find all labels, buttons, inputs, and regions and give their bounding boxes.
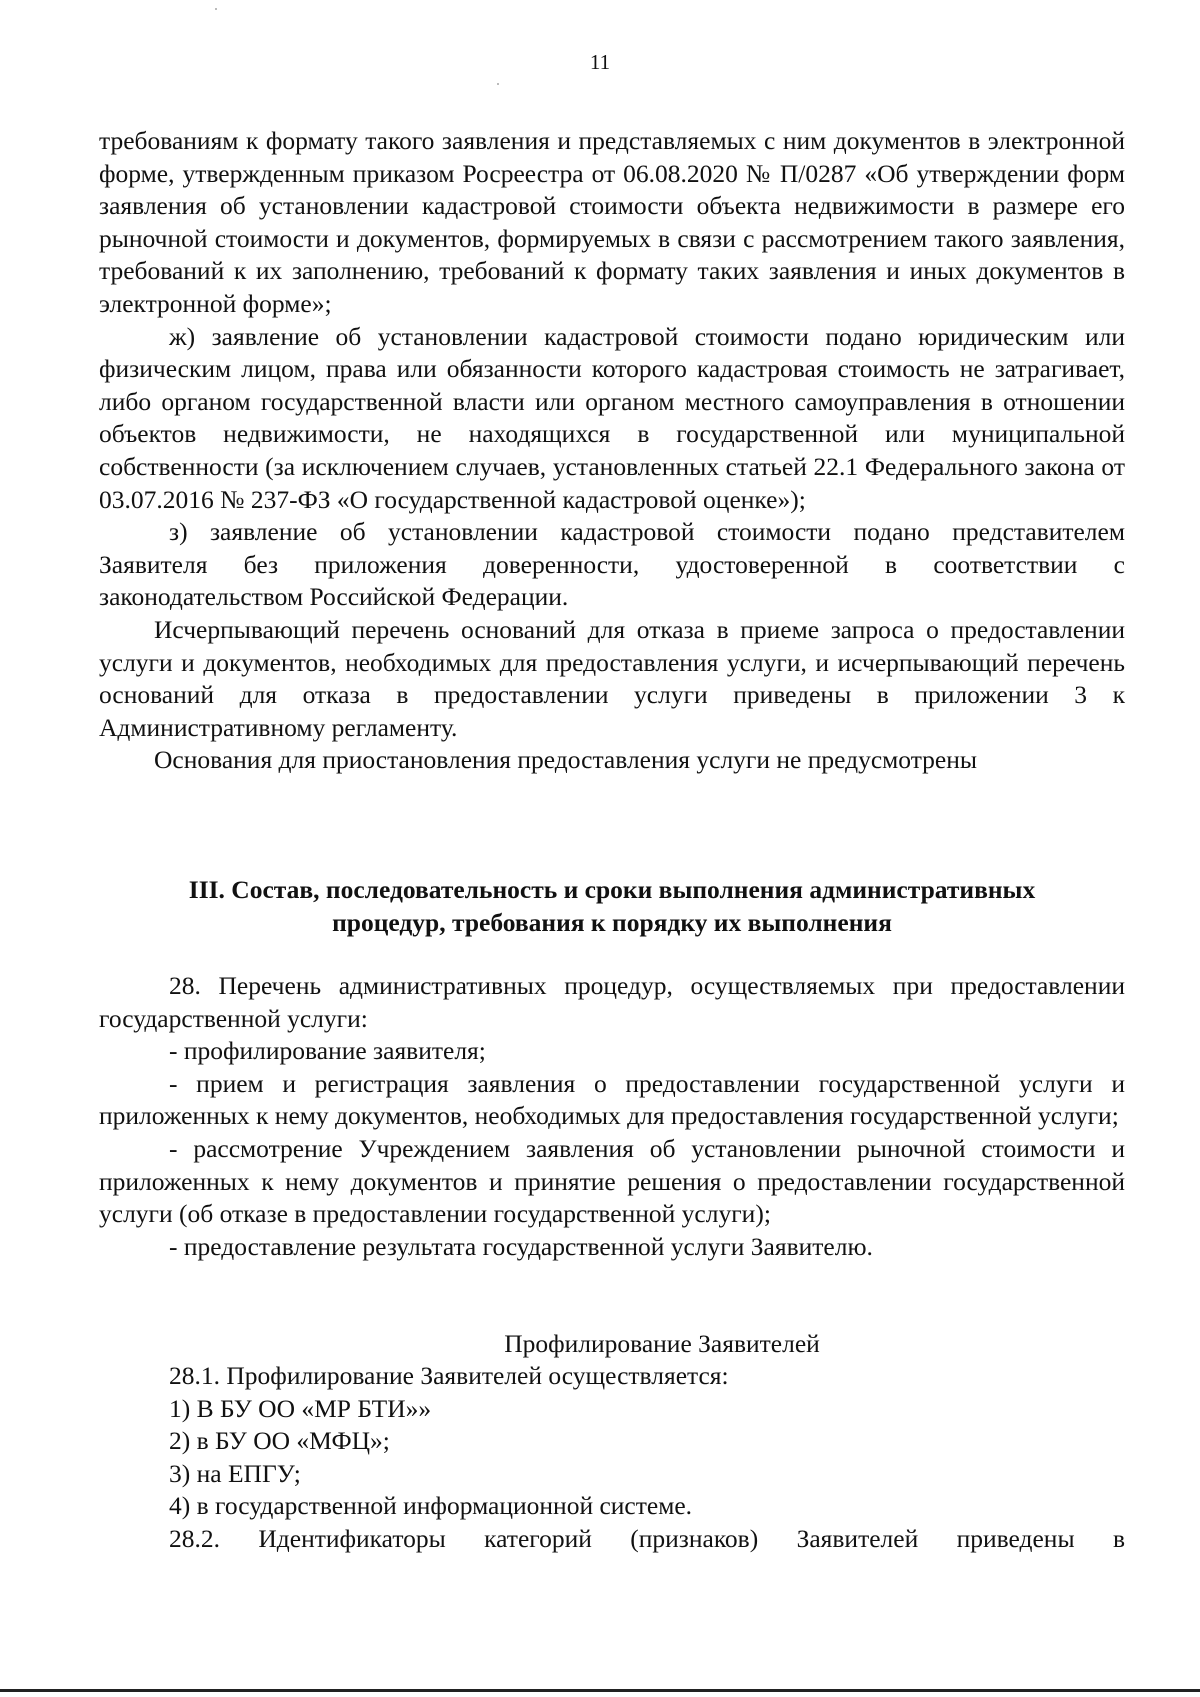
list-item-2: 2) в БУ ОО «МФЦ»; [169, 1426, 390, 1456]
list-item-3: 3) на ЕПГУ; [169, 1458, 301, 1488]
section-heading-line-2: процедур, требования к порядку их выполнения [332, 907, 892, 937]
subsection-title: Профилирование Заявителей [504, 1329, 820, 1358]
list-item-profiling: - профилирование заявителя; [169, 1036, 486, 1066]
paragraph-format-requirements: требованиям к формату такого заявления и представляемых с ним документов в электронной форме, утвержденным приказом Росреестра от 06.08.2020 № П/0287 «Об утверждении форм заявления об установлении кадастровой стоимости объекта недвижимости в размере его рыночной стоимости и документов, формируемых в связи с рассмотрением такого заявления, требований к их заполнению, требований к формату таких заявления и иных документов в электронной форме»; [99, 126, 1125, 318]
paragraph-item-z: з) заявление об установлении кадастровой стоимости подано представителем Заявителя без приложения доверенности, удостоверенной в соответствии с законодательством Российской Федерации. [99, 517, 1125, 612]
list-item-4: 4) в государственной информационной системе. [169, 1491, 693, 1521]
body-block-profiling [99, 1360, 1125, 1556]
page-number: 11 [589, 50, 611, 74]
paragraph-28: 28. Перечень административных процедур, осуществляемых при предоставлении государственной услуги: [99, 971, 1125, 1033]
bottom-edge-rule [0, 1689, 1200, 1692]
section-heading-line-1: III. Состав, последовательность и сроки выполнения административных [188, 875, 1036, 904]
list-item-result: - предоставление результата государственной услуги Заявителю. [169, 1231, 873, 1261]
paragraph-28-1: 28.1. Профилирование Заявителей осуществляется: [169, 1361, 729, 1390]
paragraph-no-suspension: Основания для приостановления предоставления услуги не предусмотрены [154, 745, 978, 775]
list-item-1: 1) В БУ ОО «МР БТИ»» [169, 1393, 432, 1423]
scan-speck [497, 83, 499, 85]
paragraph-item-zh: ж) заявление об установлении кадастровой стоимости подано юридическим или физическим лицом, права или обязанности которого кадастровая стоимость не затрагивает, либо органом государственной власти или органом местного самоуправления в отношении объектов недвижимости, не находящихся в государственной или муниципальной собственности (за исключением случаев, установленных статьей 22.1 Федерального закона от 03.07.2016 № 237-ФЗ «О государственной кадастровой оценке»); [99, 321, 1125, 514]
body-block-grounds [99, 125, 1125, 777]
section-heading [99, 874, 1125, 939]
paragraph-28-2: 28.2. Идентификаторы категорий (признаков) Заявителей приведены в [169, 1523, 1125, 1553]
list-item-review: - рассмотрение Учреждением заявления об установлении рыночной стоимости и приложенных к нему документов и принятие решения о предоставлении государственной услуги (об отказе в предоставлении государственной услуги); [99, 1133, 1125, 1229]
paragraph-exhaustive-list: Исчерпывающий перечень оснований для отказа в приеме запроса о предоставлении услуги и документов, необходимых для предоставления услуги, и исчерпывающий перечень оснований для отказа в предоставлении услуги приведены в приложении 3 к Административному регламенту. [99, 614, 1125, 742]
scan-speck [215, 8, 217, 10]
body-block-procedures [99, 970, 1125, 1263]
list-item-registration: - прием и регистрация заявления о предоставлении государственной услуги и приложенных к нему документов, необходимых для предоставления государственной услуги; [99, 1068, 1125, 1131]
